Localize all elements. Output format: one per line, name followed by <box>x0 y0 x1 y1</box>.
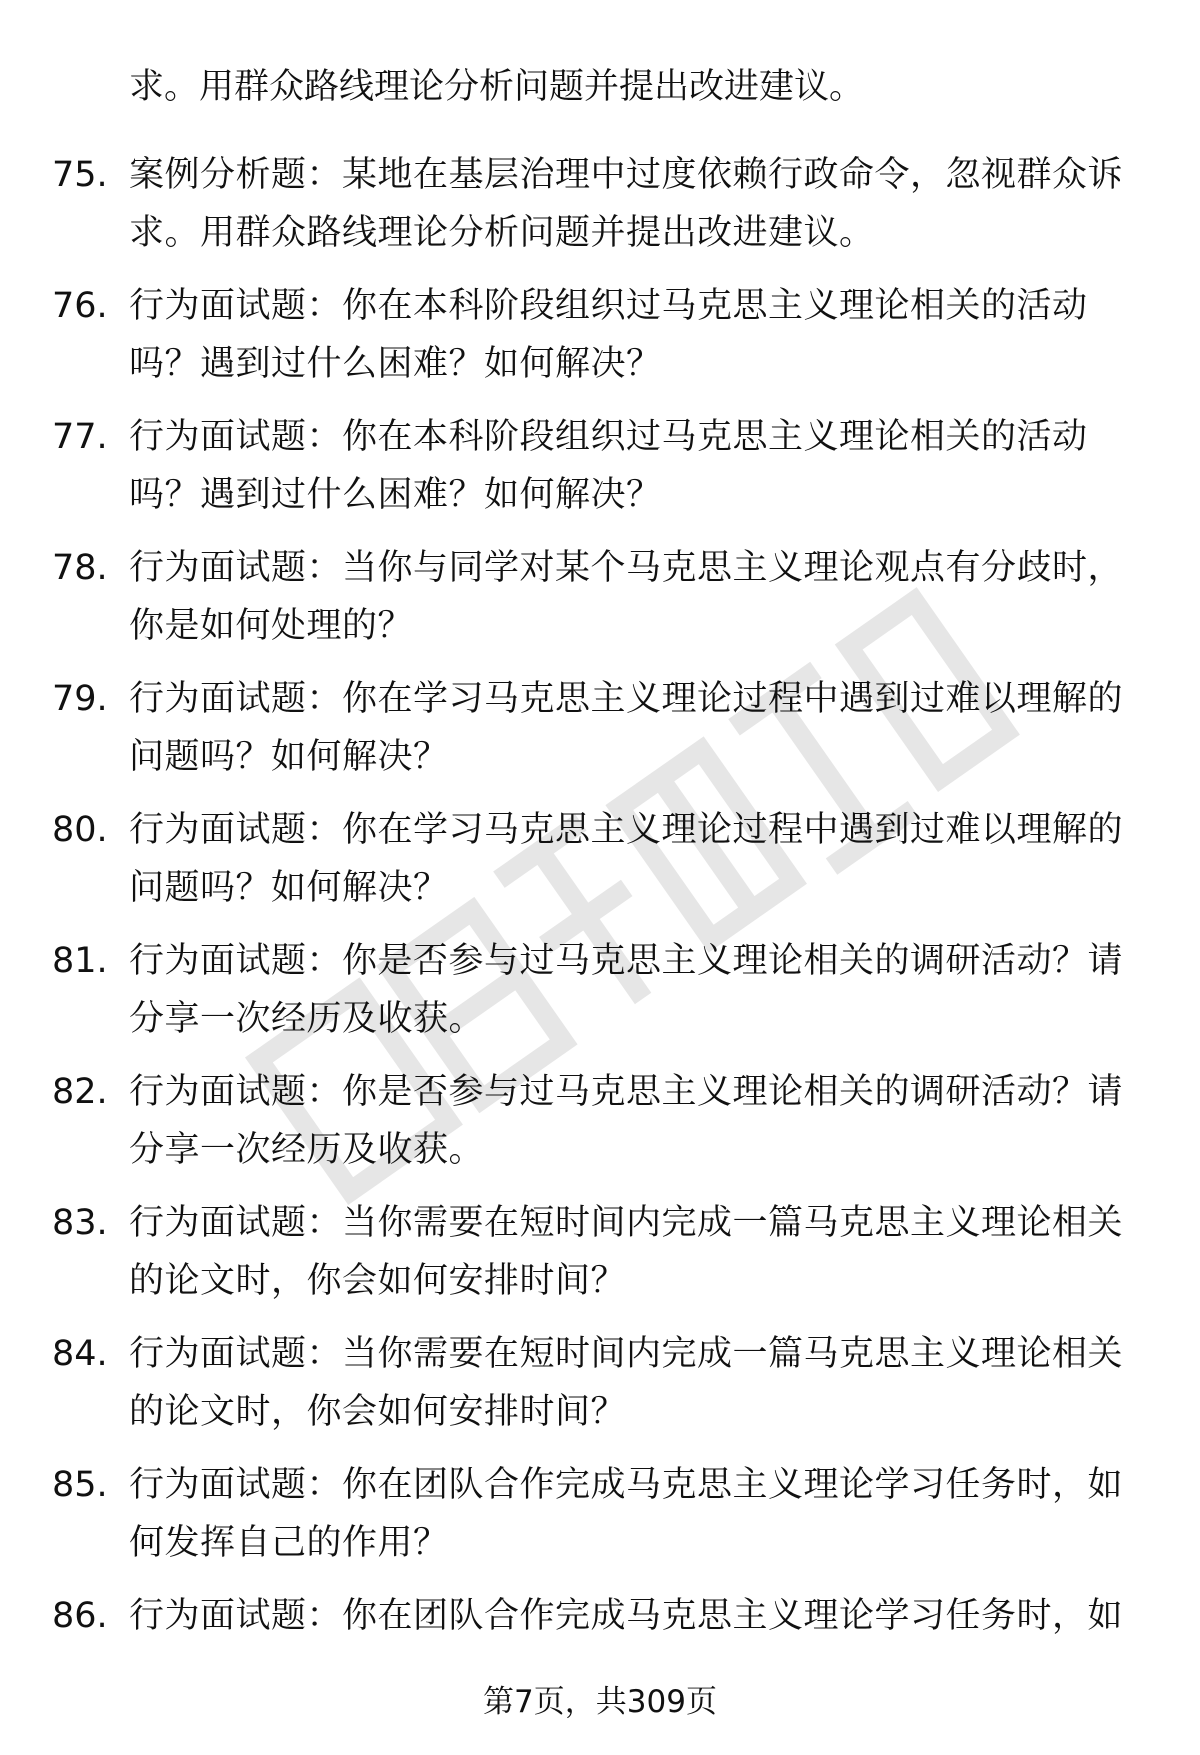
question-text: 行为面试题：你在团队合作完成马克思主义理论学习任务时，如何发挥自己的作用？ <box>129 1465 1124 1563</box>
question-text: 行为面试题：当你需要在短时间内完成一篇马克思主义理论相关的论文时，你会如何安排时间？ <box>129 1203 1124 1301</box>
question-item <box>0 1063 1200 1194</box>
question-item <box>0 1194 1200 1325</box>
question-text: 行为面试题：当你与同学对某个马克思主义理论观点有分歧时，你是如何处理的？ <box>129 548 1124 646</box>
question-number: 84. <box>52 1334 108 1374</box>
question-number: 77. <box>52 417 108 457</box>
question-number: 86. <box>52 1596 108 1636</box>
question-item <box>0 670 1200 801</box>
question-text: 行为面试题：你在本科阶段组织过马克思主义理论相关的活动吗？遇到过什么困难？如何解决？ <box>129 286 1088 384</box>
question-text: 行为面试题：你在学习马克思主义理论过程中遇到过难以理解的问题吗？如何解决？ <box>129 810 1124 908</box>
question-number: 81. <box>52 941 108 981</box>
question-item <box>0 932 1200 1063</box>
question-number: 82. <box>52 1072 108 1112</box>
question-item <box>0 146 1200 277</box>
question-number: 75. <box>52 155 108 195</box>
question-item <box>0 408 1200 539</box>
question-number: 83. <box>52 1203 108 1243</box>
question-text: 行为面试题：你在团队合作完成马克思主义理论学习任务时，如 <box>129 1596 1124 1636</box>
question-text: 行为面试题：你在本科阶段组织过马克思主义理论相关的活动吗？遇到过什么困难？如何解决？ <box>129 417 1088 515</box>
question-number: 79. <box>52 679 108 719</box>
question-text: 行为面试题：你是否参与过马克思主义理论相关的调研活动？请分享一次经历及收获。 <box>129 941 1124 1039</box>
question-item <box>0 801 1200 932</box>
page-footer: 第7页，共309页 <box>483 1684 717 1720</box>
question-text: 案例分析题：某地在基层治理中过度依赖行政命令，忽视群众诉求。用群众路线理论分析问题并提出改进建议。 <box>129 155 1124 253</box>
question-list <box>0 146 1200 1718</box>
question-number: 80. <box>52 810 108 850</box>
question-text: 行为面试题：你是否参与过马克思主义理论相关的调研活动？请分享一次经历及收获。 <box>129 1072 1124 1170</box>
question-item <box>0 1456 1200 1587</box>
question-text: 行为面试题：当你需要在短时间内完成一篇马克思主义理论相关的论文时，你会如何安排时间？ <box>129 1334 1124 1432</box>
question-item <box>0 539 1200 670</box>
question-number: 76. <box>52 286 108 326</box>
question-number: 85. <box>52 1465 108 1505</box>
question-item <box>0 1325 1200 1456</box>
question-continuation-text: 求。用群众路线理论分析问题并提出改进建议。 <box>129 67 865 107</box>
question-text: 行为面试题：你在学习马克思主义理论过程中遇到过难以理解的问题吗？如何解决？ <box>129 679 1124 777</box>
question-item <box>0 277 1200 408</box>
question-number: 78. <box>52 548 108 588</box>
